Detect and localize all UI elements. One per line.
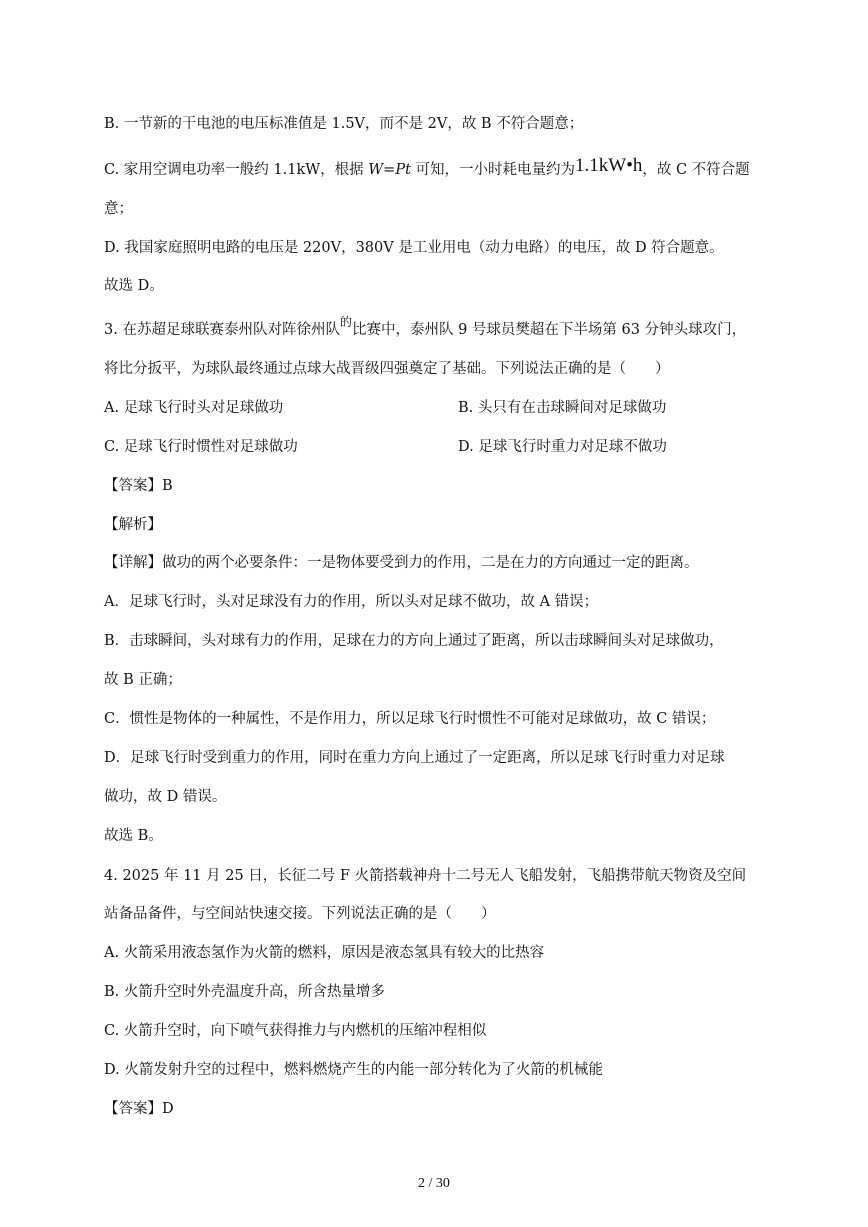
option-b: B. 头只有在击球瞬间对足球做功 [458,400,667,416]
option-a: A. 足球飞行时头对足球做功 [104,400,284,416]
question-4-stem: 4. 2025 年 11 月 25 日，长征二号 F 火箭搭载神舟十二号无人飞船发射，飞船携带航天物资及空间 [104,868,747,884]
text-line: 故 B 正确； [104,672,182,688]
text-line: B. 一节新的干电池的电压标准值是 1.5V，而不是 2V，故 B 不符合题意； [104,116,584,132]
text-line: 站备品备件，与空间站快速交接。下列说法正确的是（ ） [104,906,496,922]
option-d: D. 火箭发射升空的过程中，燃料燃烧产生的内能一部分转化为了火箭的机械能 [104,1062,603,1078]
text-line: 【详解】做功的两个必要条件：一是物体要受到力的作用，二是在力的方向通过一定的距离。 [104,555,699,571]
formula-energy: 1.1kW•h [575,155,643,176]
answer-label: 【答案】D [104,1101,174,1117]
text-line: 做功，故 D 错误。 [104,789,227,805]
option-c: C. 足球飞行时惯性对足球做功 [104,439,298,455]
page-number: 2 / 30 [418,1176,450,1191]
option-b: B. 火箭升空时外壳温度升高，所含热量增多 [104,984,385,1000]
text-line: B．击球瞬间，头对球有力的作用，足球在力的方向上通过了距离，所以击球瞬间头对足球做功， [104,633,724,649]
text-line: D．足球飞行时受到重力的作用，同时在重力方向上通过了一定距离，所以足球飞行时重力对足球 [104,750,725,766]
text-segment: ，故 C 不符合题 [642,162,750,178]
text-line: C．惯性是物体的一种属性，不是作用力，所以足球飞行时惯性不可能对足球做功，故 C 错误； [104,711,716,727]
text-line: 故选 D。 [104,278,164,294]
text-segment: C. 家用空调电功率一般约 1.1kW，根据 [104,162,369,178]
text-line: 将比分扳平，为球队最终通过点球大战晋级四强奠定了基础。下列说法正确的是（ ） [104,361,670,377]
text-segment: 可知，一小时耗电量约为 [410,162,576,178]
text-line: 故选 B。 [104,828,163,844]
option-d: D. 足球飞行时重力对足球不做功 [458,439,667,455]
question-3-stem [104,315,747,340]
analysis-label: 【解析】 [104,517,162,533]
text-line [104,155,750,180]
text-line: 意； [104,201,133,217]
text-line: D. 我国家庭照明电路的电压是 220V，380V 是工业用电（动力电路）的电压，故 D 符合题意。 [104,240,724,256]
text-segment: 比赛中，泰州队 9 号球员樊超在下半场第 63 分钟头球攻门， [351,322,747,338]
option-a: A. 火箭采用液态氢作为火箭的燃料，原因是液态氢具有较大的比热容 [104,945,545,961]
text-segment: 的 [339,315,352,329]
text-segment: 3. 在苏超足球联赛泰州队对阵徐州队 [104,322,340,338]
text-line: A．足球飞行时，头对足球没有力的作用，所以头对足球不做功，故 A 错误； [104,594,599,610]
answer-label: 【答案】B [104,478,173,494]
option-c: C. 火箭升空时，向下喷气获得推力与内燃机的压缩冲程相似 [104,1023,487,1039]
formula-w-pt: W=Pt [368,162,411,178]
